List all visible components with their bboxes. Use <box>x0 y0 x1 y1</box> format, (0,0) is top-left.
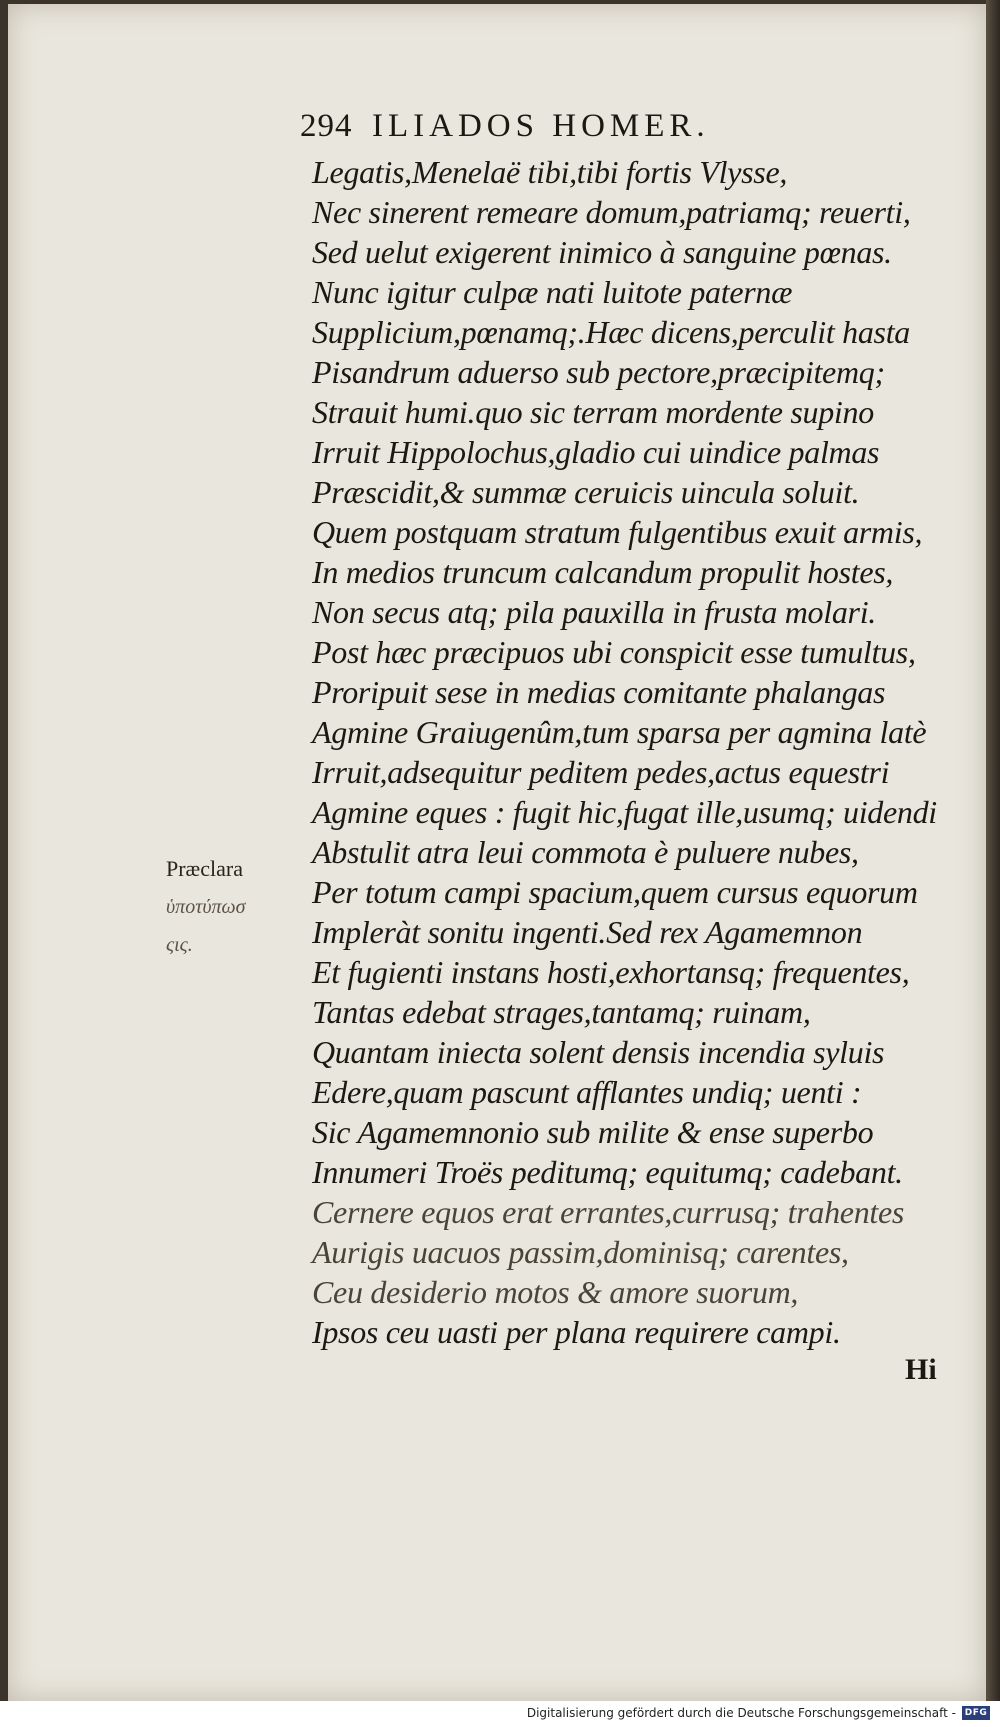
verse-line: Nunc igitur culpæ nati luitote paternæ <box>312 274 793 310</box>
marginal-note-greek: ὑποτύπωσ <box>166 896 246 918</box>
verse-line: Edere,quam pascunt afflantes undiq; uenti : <box>312 1074 862 1110</box>
verse-line: Et fugienti instans hosti,exhortansq; frequentes, <box>312 954 910 990</box>
verse-line: Tantas edebat strages,tantamq; ruinam, <box>312 994 811 1030</box>
verse-line: Pisandrum aduerso sub pectore,præcipitemq; <box>312 354 885 390</box>
verse-line: Irruit,adsequitur peditem pedes,actus equestri <box>312 754 890 790</box>
verse-line: Ipsos ceu uasti per plana requirere campi. <box>312 1314 841 1350</box>
verse-line: Strauit humi.quo sic terram mordente supino <box>312 394 874 430</box>
verse-line: Sed uelut exigerent inimico à sanguine pœnas. <box>312 234 892 270</box>
verse-line: Cernere equos erat errantes,currusq; trahentes <box>312 1194 905 1230</box>
verse-line: Per totum campi spacium,quem cursus equorum <box>312 874 918 910</box>
marginal-note-greek-end: ςις. <box>166 934 193 956</box>
marginal-note <box>166 850 306 964</box>
verse-line: Sic Agamemnonio sub milite & ense superbo <box>312 1114 874 1150</box>
verse-line: Non secus atq; pila pauxilla in frusta molari. <box>312 594 876 630</box>
verse-line: Impleràt sonitu ingenti.Sed rex Agamemnon <box>312 914 863 950</box>
verse-line: In medios truncum calcandum propulit hostes, <box>312 554 894 590</box>
page-header <box>300 108 840 152</box>
page-number: 294 <box>300 108 353 144</box>
verse-line: Ceu desiderio motos & amore suorum, <box>312 1274 799 1310</box>
verse-line: Præscidit,& summæ ceruicis uincula soluit. <box>312 474 860 510</box>
verse-line: Nec sinerent remeare domum,patriamq; reuerti, <box>312 194 911 230</box>
book-edge <box>986 0 1000 1701</box>
verse-line: Agmine eques : fugit hic,fugat ille,usumq; uidendi <box>312 794 937 830</box>
verse-line: Agmine Graiugenûm,tum sparsa per agmina latè <box>312 714 927 750</box>
running-head: ILIADOS HOMER. <box>372 108 710 144</box>
verse-line: Quantam iniecta solent densis incendia syluis <box>312 1034 885 1070</box>
verse-line: Quem postquam stratum fulgentibus exuit armis, <box>312 514 923 550</box>
verse-line: Aurigis uacuos passim,dominisq; carentes, <box>312 1234 849 1270</box>
catchword: Hi <box>905 1353 937 1386</box>
verse-line: Supplicium,pœnamq;.Hæc dicens,perculit hasta <box>312 314 910 350</box>
marginal-note-line: Præclara <box>166 856 243 881</box>
verse-line: Abstulit atra leui commota è puluere nubes, <box>312 834 859 870</box>
verse-line: Innumeri Troës peditumq; equitumq; cadebant. <box>312 1154 903 1190</box>
verse-text <box>312 152 937 1352</box>
verse-line: Legatis,Menelaë tibi,tibi fortis Vlysse, <box>312 154 788 190</box>
verse-line: Irruit Hippolochus,gladio cui uindice palmas <box>312 434 880 470</box>
verse-line: Proripuit sese in medias comitante phalangas <box>312 674 886 710</box>
dfg-logo-icon: DFG <box>962 1706 990 1720</box>
digitization-credit: Digitalisierung gefördert durch die Deutsche Forschungsgemeinschaft - <box>526 1706 956 1720</box>
verse-line: Post hæc præcipuos ubi conspicit esse tumultus, <box>312 634 916 670</box>
